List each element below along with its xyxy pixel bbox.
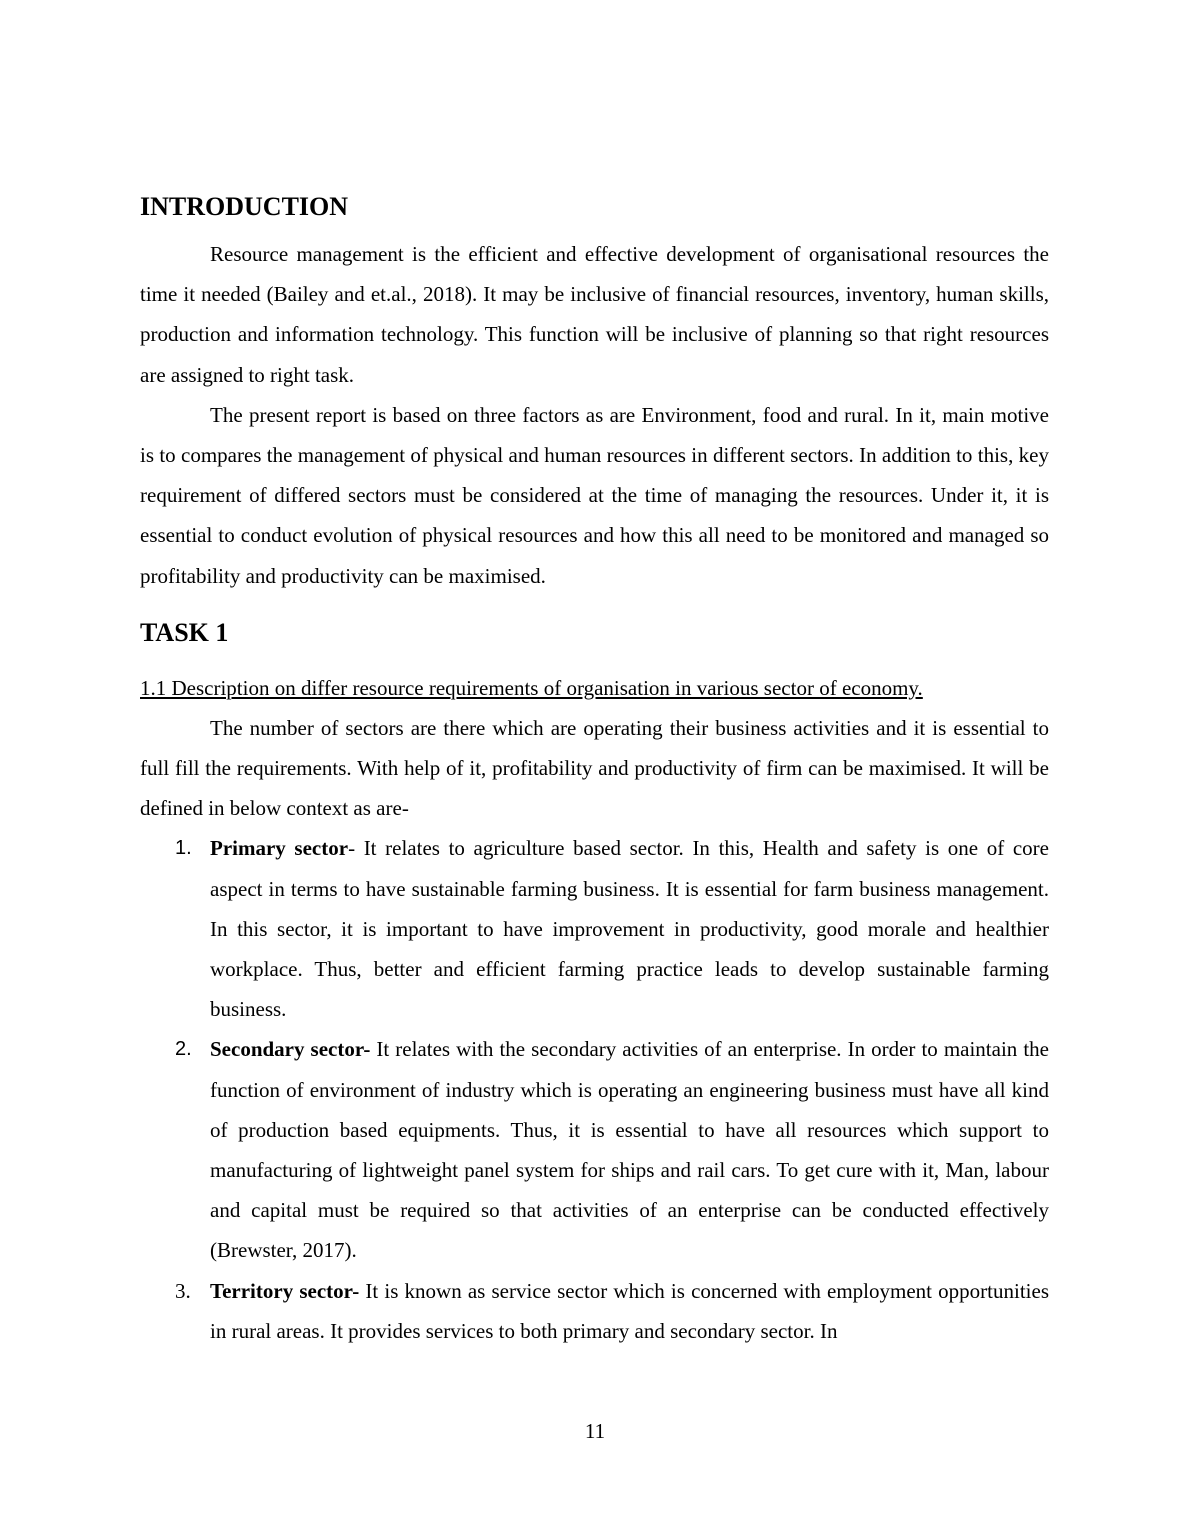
introduction-paragraph-2: The present report is based on three factors as are Environment, food and rural. In it, main motive is to compares the management of physical and human resources in different sectors. In addition to this, key requirement of differed sectors must be considered at the time of managing the resources. Under it, it is essential to conduct evolution of physical resources and how this all need to be monitored and managed so profitability and productivity can be maximised.: [140, 402, 1049, 588]
list-item-territory-sector: [140, 1271, 1049, 1351]
task1-subheading: 1.1 Description on differ resource requirements of organisation in various sector of economy.: [140, 675, 923, 700]
introduction-heading: INTRODUCTION: [140, 192, 349, 221]
list-item-number: 2.: [175, 1038, 192, 1061]
list-item-text: It relates with the secondary activities of an enterprise. In order to maintain the function of environment of industry which is operating an engineering business must have all kind of production based equipments. Thus, it is essential to have all resources which support to manufacturing of lightweight panel system for ships and rail cars. To get cure with it, Man, labour and capital must be required so that activities of an enterprise can be conducted effectively (Brewster, 2017).: [210, 1037, 1049, 1263]
introduction-paragraph-1: Resource management is the efficient and effective development of organisational resources the time it needed (Bailey and et.al., 2018). It may be inclusive of financial resources, inventory, human skills, production and information technology. This function will be inclusive of planning so that right resources are assigned to right task.: [140, 242, 1049, 387]
list-item-primary-sector: [140, 828, 1049, 1029]
list-item-number: 1.: [175, 837, 192, 860]
list-item-term: Territory sector-: [210, 1278, 360, 1303]
list-item-number: 3.: [175, 1278, 191, 1303]
sector-list: [140, 828, 1049, 1351]
list-item-term: Secondary sector-: [210, 1037, 371, 1062]
list-item-text: - It relates to agriculture based sector. In this, Health and safety is one of core aspect in terms to have sustainable farming business. It is essential for farm business management. In this sector, it is important to have improvement in productivity, good morale and healthier workplace. Thus, better and efficient farming practice leads to develop sustainable farming business.: [210, 836, 1049, 1022]
task1-intro-paragraph: The number of sectors are there which are operating their business activities and it is essential to full fill the requirements. With help of it, profitability and productivity of firm can be maximised. It will be defined in below context as are-: [140, 715, 1049, 821]
task1-heading: TASK 1: [140, 617, 229, 647]
list-item-secondary-sector: [140, 1029, 1049, 1270]
list-item-text: It is known as service sector which is concerned with employment opportunities in rural areas. It provides services to both primary and secondary sector. In: [210, 1278, 1049, 1343]
list-item-term: Primary sector: [210, 836, 349, 861]
page-number: 11: [584, 1419, 606, 1443]
document-page: [140, 190, 1049, 1351]
